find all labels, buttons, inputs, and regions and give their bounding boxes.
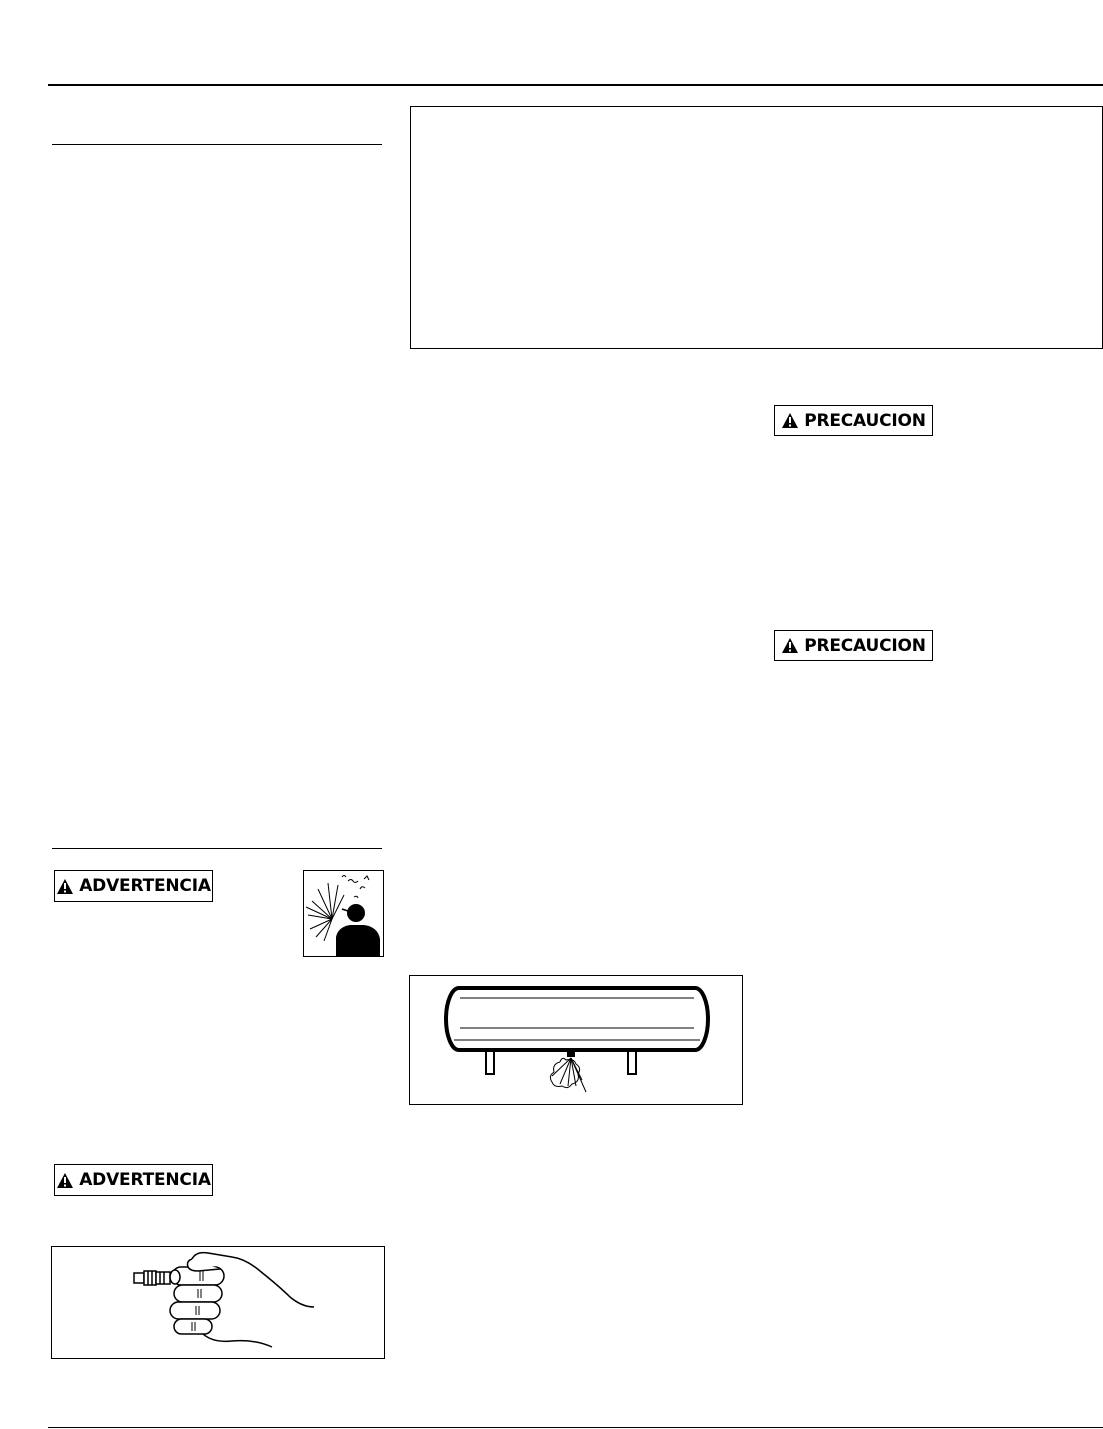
bursting-tank-hazard-icon bbox=[303, 870, 384, 957]
precaucion-label-1: PRECAUCION bbox=[804, 410, 926, 431]
advertencia-signal-2 bbox=[54, 1164, 213, 1196]
header-rule bbox=[48, 84, 1103, 86]
advertencia-signal-1 bbox=[54, 870, 213, 902]
advertencia-label-2: ADVERTENCIA bbox=[79, 1170, 211, 1190]
warning-triangle-icon bbox=[56, 878, 74, 895]
left-section-rule-top bbox=[52, 144, 382, 145]
finger-on-coupler-illustration bbox=[51, 1246, 385, 1359]
warning-triangle-icon bbox=[56, 1172, 74, 1189]
footer-rule bbox=[48, 1427, 1103, 1428]
warning-triangle-icon bbox=[781, 637, 799, 654]
precaucion-signal-1 bbox=[774, 405, 933, 436]
tank-drain-illustration bbox=[409, 975, 743, 1105]
advertencia-label-1: ADVERTENCIA bbox=[79, 876, 211, 896]
notice-box bbox=[410, 106, 1103, 349]
precaucion-label-2: PRECAUCION bbox=[804, 635, 926, 656]
precaucion-signal-2 bbox=[774, 630, 933, 661]
warning-triangle-icon bbox=[781, 412, 799, 429]
left-section-rule-bottom bbox=[52, 848, 382, 849]
